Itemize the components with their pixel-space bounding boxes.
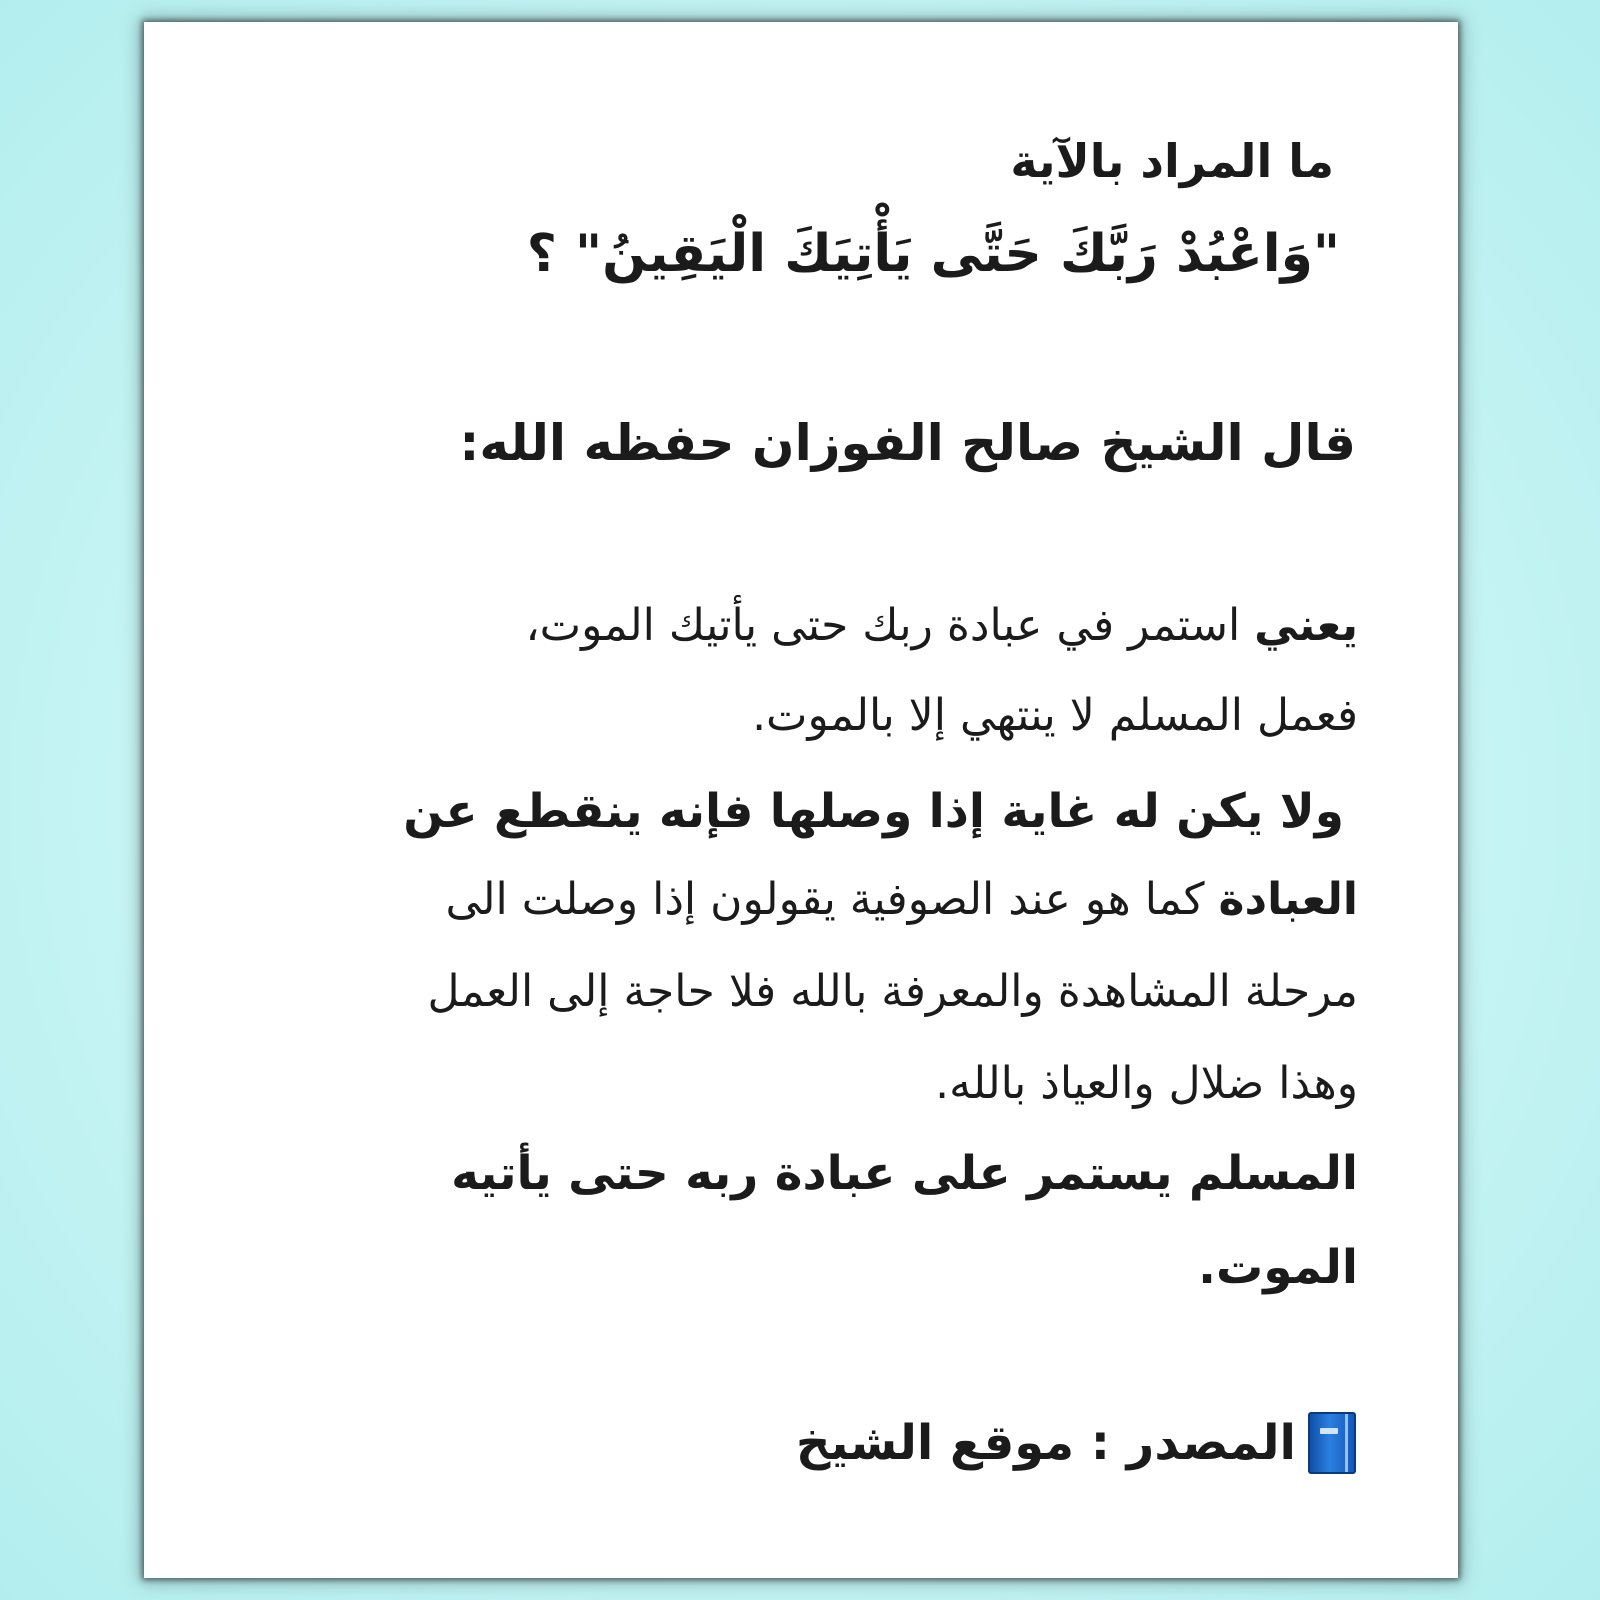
- body-line-3: ولا يكن له غاية إذا وصلها فإنه ينقطع عن: [403, 784, 1344, 839]
- body-line-4-rest: كما هو عند الصوفية يقولون إذا وصلت الى: [445, 874, 1219, 925]
- body-line-8: الموت.: [1198, 1240, 1358, 1295]
- post-content: [244, 22, 1358, 1578]
- body-line-4: [445, 874, 1358, 925]
- post-card: [144, 22, 1458, 1578]
- quran-verse: "وَاعْبُدْ رَبَّكَ حَتَّى يَأْتِيَكَ الْيَقِينُ" ؟: [526, 224, 1340, 284]
- source-line: [796, 1412, 1356, 1474]
- body-line-4-lead: العبادة: [1218, 874, 1358, 925]
- blue-book-icon: [1308, 1412, 1356, 1474]
- body-line-2: فعمل المسلم لا ينتهي إلا بالموت.: [752, 690, 1358, 741]
- body-line-1-rest: استمر في عبادة ربك حتى يأتيك الموت،: [525, 600, 1255, 651]
- body-line-6: وهذا ضلال والعياذ بالله.: [935, 1058, 1358, 1109]
- speaker-attribution: قال الشيخ صالح الفوزان حفظه الله:: [459, 414, 1356, 472]
- body-line-1: [525, 600, 1358, 651]
- body-line-7: المسلم يستمر على عبادة ربه حتى يأتيه: [451, 1146, 1358, 1201]
- source-text: المصدر : موقع الشيخ: [795, 1415, 1296, 1471]
- body-line-1-lead: يعني: [1254, 600, 1358, 651]
- body-line-5: مرحلة المشاهدة والمعرفة بالله فلا حاجة إلى العمل: [427, 966, 1358, 1017]
- question-heading: ما المراد بالآية: [1010, 134, 1334, 188]
